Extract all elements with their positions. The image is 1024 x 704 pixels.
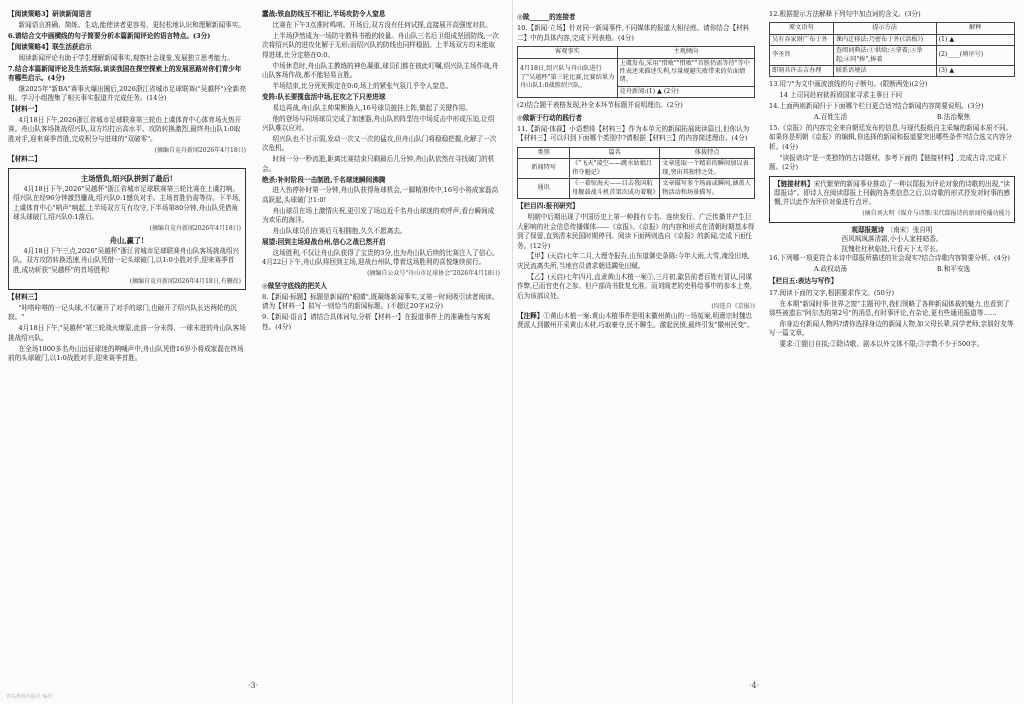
paragraph: 舟山队球员们在赛后互相拥抱,久久不愿离去。 (272, 227, 407, 236)
score-label: (2分) (663, 87, 679, 95)
link-text: 宋代繁荣的新闻事业推动了一种以邸报为评论对象的诗歌的出现,"读邸报诗"。即诗人在阅读邸报上刊载的各类信息之后,以诗歌的形式抒发对时事的感慨,并以此作为评价对象进行点评。 (774, 179, 1010, 207)
page-4 (512, 0, 1024, 704)
material-1-label: 【材料一】 (8, 105, 41, 114)
table-cell: 联系语境法 (833, 66, 936, 77)
table-cell: 文章选取一个精彩的瞬间加以表现,突出其独特之处。 (660, 159, 755, 179)
poem-line: 抚愧杜杜秋临处,只看天下太平长。 (841, 244, 943, 253)
table-cell: 新闻特写 (518, 159, 570, 179)
material-2-source-1: (摘编自竞舟新闻2026年4月18日) (149, 225, 241, 233)
table-cell-answer: (2)____(填序号) (936, 46, 1014, 66)
table-header: 篇名 (570, 147, 660, 158)
table-genre (517, 147, 755, 199)
table-cell: 吴有吞家财广布于外 (770, 34, 834, 45)
question-12: 12.根据提示方法解释下列句中加点词的含义。(3分) (769, 10, 921, 18)
page4-column-2 (769, 10, 1015, 351)
answer-prompt: 竞舟新闻:(1) (619, 87, 656, 95)
material-3-label: 【材料三】 (8, 293, 41, 302)
material-3-paragraph-1: "咔嗒咔嗒的一记头球,不仅砸开了对手的球门,也砸开了绍兴队长达两轮的沉寂。" (8, 303, 237, 322)
link-material-box (769, 176, 1015, 223)
table-cell: 《一着惊海天——目击我国航母舰载战斗机首架次成功着舰》 (570, 179, 660, 199)
paragraph: 上半场伊然成为一场防守教科书般的较量。舟山队三名后卫组成坚固防线,一次次将绍兴队的进攻化解于无形;而绍兴队的防线也同样稳固。上半场双方均未能取得进球,比分定格在0:0。 (262, 31, 499, 59)
question-10-2: (2)结合题干表格发现,补全本环节标题并说明理由。(2分) (517, 101, 683, 110)
page3-column-1 (8, 10, 246, 365)
passage-source: (均选自《京报》) (711, 303, 755, 311)
section-title: ◎做新于行动的践行者 (517, 113, 583, 122)
option-a: A.政权动荡 (813, 264, 848, 273)
table-cell-answer (936, 34, 1014, 45)
question-9: 9.【新闻·语言】请结合具体词句,分析【材料一】在报道事件上的准确性与客观性。(4分) (262, 313, 491, 331)
table-cell: 课内迁移法:乃密布于外(《活板》) (833, 34, 936, 45)
material-2-box (8, 168, 246, 290)
option-b: B.法治聚焦 (936, 113, 971, 122)
material-3-paragraph-3: 在全场1000多名舟山远征球迷的呐喊声中,舟山队凭借16岁小将成家磊在终场前的头球破门,以1:0战胜对手,迎来赛季首胜。 (8, 344, 244, 362)
paragraph: 明朝中后期出现了中国历史上第一种拥有专名、连续发行、广泛传播并产生巨大影响的社会信息传播媒体——《京报》。《京报》的内容和形式在清朝时期基本得到了保留,直到清末民国时期停刊。阅读下面两则选自《京报》的新闻,完成下面任务。(12分) (517, 213, 755, 250)
option-b: B.和平安逸 (936, 264, 971, 273)
triangle-icon: ▲ (949, 67, 955, 75)
question-15-2: "读报谱诗"是一类独特的古诗题材。参考下面的【链接材料】,完成古诗,完成下题。(2分) (769, 153, 1008, 172)
table-cell-answer (617, 86, 754, 97)
table-cell: 通讯 (518, 179, 570, 199)
paragraph: 他的登场与同场球员完成了加速器,舟山队的阵型在中场反击中形成压迫,让绍兴队难以应对。 (262, 114, 495, 132)
material-2-label: 【材料二】 (8, 155, 41, 164)
option-a: A.百姓生活 (813, 113, 848, 122)
table-header: 主观倾向 (617, 47, 754, 58)
material-1-text: 4月18日下午,2026浙江省城市足球联赛第三轮由上虞体育中心体育场火热开赛。舟山队客场挑战绍兴队,双方均打出高水平、攻防转换激烈,最终舟山队1:0取胜对手,迎来赛季首胜,完成积分与进球的"双破零"。 (8, 116, 242, 143)
strategy3-text: 新闻语言准确、简练、生动,能使读者更容易、更轻松地认识和理解新闻事实。 (18, 20, 245, 29)
subhead-3: 绝杀:补时阶段一击制胜,千名球迷瞬间沸腾 (262, 175, 386, 184)
table-header: 解释 (936, 23, 1014, 34)
subhead-4: 展望:回到主场迎战台州,信心之战已然开启 (262, 237, 386, 246)
answer-prompt: (3) (938, 67, 948, 75)
table-cell: 查阅词典法:①供给;②拿着;③举起;④同"捧",捧着 (833, 46, 936, 66)
link-label: 【链接材料】 (774, 179, 814, 188)
table-news-stance (517, 46, 755, 98)
passage-jia: 【甲】(天启)七年二月,大理寺报告,山东道御史条陈:今年大雨,大雪,淹没田地,灾民流离失所,当地官员请求朝廷蠲免田赋。 (517, 252, 750, 270)
question-15: 15.《京报》的内容完全来自朝廷发布的信息,与现代报纸自主采编的新闻本质不同。如果你是明朝《京报》的编辑,你选择的新闻和报道要突出哪些条件?结合选文内容分析。(4分) (769, 124, 1013, 151)
paragraph: 舟山球员在场上激情庆祝,更引发了场边近千名舟山球迷的欢呼声,看台瞬间成为欢乐的海洋。 (262, 206, 495, 225)
material-2-paragraph-2: 4月18日下午三点,2026"吴越杯"浙江省城市足球联赛舟山队客场挑战绍兴队。双方攻防转换迅速,舟山队凭借一记头球破门,以1:0小胜对手,迎来赛季首胜,成功斩获"吴越杯"的首场胜利! (13, 246, 240, 274)
table-header: 提示方法 (833, 23, 936, 34)
paragraph: 这场胜利,不仅让舟山队获得了宝贵的3分,也为舟山队后续的比赛注入了信心。4月22日下午,舟山队将回到主场,迎战台州队,带着这场胜利的喜悦继续前行。 (262, 248, 499, 267)
triangle-icon: ▲ (657, 87, 662, 95)
table-header: 体裁特点 (660, 147, 755, 158)
material-2-title-1: 主场惜负,绍兴队拼到了最后! (81, 173, 173, 183)
table-cell: 文章描写多个场面或瞬间,涵盖人物活动和场景描写。 (660, 179, 755, 199)
table-cell: 4月18日,绍兴队与舟山队进行了"吴越杯"第三轮比赛,比赛结果为舟山队1:0战胜绍兴队。 (518, 58, 618, 98)
table-cell: 即刻具许击吉办理 (770, 66, 834, 77)
paragraph: 中场休息时,舟山队主教练的神色凝重,球员们都在彼此叮嘱,绍兴队主场作战,舟山队客场作战,都不能轻易言胜。 (262, 61, 499, 79)
strategy4-text: 阅读新闻评论有助于学生理解新闻事实,观察社会现象,发展独立思考能力。 (18, 53, 234, 62)
question-17-task: 你身边有新闻人物吗?请你选择身边的新闻人物,如父母长辈,同学老师,亲朋好友等写一篇文章。 (769, 319, 1014, 338)
note-text: ①黄山木植一案:黄山木植事件是明末徽州黄山的一场冤案,明熹宗时魏忠贤派人到徽州开采黄山木材,巧取豪夺,民不聊生。激起民愤,最终引发"徽州民变"。 (517, 311, 754, 330)
table-cell: 《"飞天"凌空——跳水姑娘吕伟夺魁记》 (570, 159, 660, 179)
question-17-requirements: 要求:①题目自拟;②除诗歌、剧本以外文体不限;③字数不少于500字。 (779, 340, 984, 349)
poem-author: 〔南宋〕张自明 (886, 225, 933, 234)
paragraph: 时间一分一秒流逝,距离比赛结束只剩最后几分钟,舟山队依然在寻找破门的机会。 (262, 155, 495, 173)
paragraph: 绍兴队也不甘示弱,发动一次又一次的猛攻,但舟山队门将稳稳把握,化解了一次次危机。 (262, 134, 497, 153)
section-title: 【栏目四:报刊研究】 (517, 201, 579, 210)
table-word-meaning (769, 22, 1015, 77)
table-header: 类别 (518, 147, 570, 158)
table-header: 原文语句 (770, 23, 834, 34)
subhead-2: 变阵:队长要揽盘活中场,狂攻之下只差进球 (262, 92, 386, 101)
page-number-3: ·3· (248, 681, 259, 690)
paragraph: 半场结束,比分死死锁定在0:0,场上的紧张气氛几乎令人窒息。 (272, 81, 453, 90)
question-16: 16.下列哪一项更符合本诗中邸报所描述的社会现实?结合诗歌内容简要分析。(4分) (769, 253, 1010, 262)
strategy4-title: 【阅读策略4】联生活获启示 (8, 42, 92, 51)
section-title: ◎做坚守底线的把关人 (262, 281, 328, 290)
material-2-paragraph-1: 4月18日下午,2026"吴越杯"浙江省城市足球联赛第三轮比赛在上虞打响。绍兴队在经96分钟激烈鏖战,绍兴队0:1憾负对手。主场首胜仍需等待。下半场,上虞体育中心"哨声"响起,上半场双方互有攻守,下半场第80分钟,舟山队凭借角球头球破门,绍兴队0:1落后。 (13, 185, 241, 222)
triangle-icon: ▲ (949, 35, 955, 43)
poem-title: 观邸报题诗 (851, 225, 885, 234)
material-3-paragraph-2: 4月18日下午,"吴越杯"第三轮战火燎原,此前一分未得、一球未进的舟山队客场挑战绍兴队。 (8, 324, 246, 342)
paragraph: 进入伤停补时第一分钟,舟山队获得角球机会,一脚精准传中,16号小将成家磊高高跃起,头球破门!1:0! (262, 186, 499, 204)
section-title: 【栏目五:表达与写作】 (769, 277, 838, 286)
question-17-text: 在本期"新闻时事·世界之窗"主题刊中,我们领略了各种新闻体裁的魅力,也看到了那些被遗忘"阿尔杰的第2号"的消息,有时事评论,有杂论,更有些通讯报道等…… (769, 299, 1010, 317)
question-7: 7.结合本篇新闻评论及生活实际,谈谈我国在探空探索上的发展思路对你们青少年有哪些启示。(4分) (8, 64, 242, 82)
section-title: ◎做______的连接者 (517, 13, 576, 21)
page-number-4: ·4· (749, 681, 760, 690)
table-cell-answer (936, 66, 1014, 77)
table-cell: 上虞发布,采用"惜败""惜败""首胜仍需等待"等中性表述来描述失利,尽量规避失败带来的负面情绪。 (617, 58, 754, 86)
link-source: (摘自刘大明《媒介与诗歌:宋代邸报诗的新闻传播功能》) (862, 210, 1010, 218)
table-header: 客观事实 (518, 47, 618, 58)
page4-column-1 (517, 10, 755, 332)
answer-prompt: (1) (938, 35, 948, 43)
paragraph: 易边再战,舟山队主帅果断换人,16号球员披挂上阵,做起了关键作用。 (272, 103, 472, 112)
material-2-source-2: (摘编自竞舟新闻2026年4月18日,有删改) (129, 277, 241, 285)
material-1-source: (摘编自竞舟新闻2026年4月18日) (154, 146, 246, 154)
paragraph: 比赛在下午3点准时鸣哨。开场后,双方没有任何试探,直接展开高强度对抗。 (272, 20, 492, 29)
question-8: 8.【新闻·标题】标题是新闻的"眼睛",既凝练新闻事实,又第一时间吸引读者阅读。请为【材料一】拟写一则恰当的新闻标题。(不超过20字)(2分) (262, 292, 499, 311)
page3-column-2 (262, 10, 500, 334)
passage-yi: 【乙】(天启)七年四月,直隶黄山木植一案①,三月初,歙县前者百姓有冒认,同谋作弊,已而官吏有之参。但户部尚书批复允准。而刘阁老的吏科给事中的参本上奏,后为该部议处。 (517, 272, 753, 300)
subhead-1: 蠢战:铁血防线互不相让,半场攻防令人窒息 (262, 10, 386, 18)
intro-text: 继2025年"新BA"赛事火爆出圈后,2026浙江省城市足球联赛("吴越杯")全新亮相。学习小组搜集了相关事实报道并完成任务。(14分) (8, 84, 246, 103)
material-2-title-2: 舟山,赢了! (109, 235, 145, 245)
question-14: 14.上面两则新闻归于下面哪个栏目更合适?结合新闻内容简要说明。(3分) (769, 102, 984, 111)
strategy3-title: 【阅读策略3】研读新闻语言 (8, 10, 92, 18)
poem-line: 西风飒飒落清霜,小小人家桂暗香。 (841, 235, 943, 244)
footer-text: 青岛教科出版社 编印 (6, 694, 53, 700)
question-11: 11.【新闻·体裁】小语想将【材料三】作为本单元的新闻拓展阅读篇目,但你认为【材料三】可以归到下面哪个类别中?请根据【材料三】的内容简述理由。(4分) (517, 125, 750, 143)
question-17: 17.阅读下面的文字,根据要求作文。(50分) (769, 288, 895, 297)
question-6: 6.请结合文中画横线的句子简要分析本篇新闻评论的语言特点。(3分) (8, 31, 211, 40)
article-source: (摘编自公众号"舟山市足球协会"2026年4月18日) (367, 270, 500, 278)
table-cell: 李圣旨 (770, 46, 834, 66)
question-13: 13.用"/"为文中画波浪线的句子断句。(限断两处)(2分) (769, 80, 928, 89)
question-13-text: 14 上司同赴府狱拆毁国家寻求主事日下问 (779, 91, 903, 100)
note-label: 【注释】 (517, 311, 544, 320)
question-10: 10.【新闻·立场】针对同一新闻事件,不同媒体的报道大相径庭。请你结合【材料二】中的具体内容,完成下列表格。(4分) (517, 24, 750, 42)
poem (769, 226, 1015, 254)
